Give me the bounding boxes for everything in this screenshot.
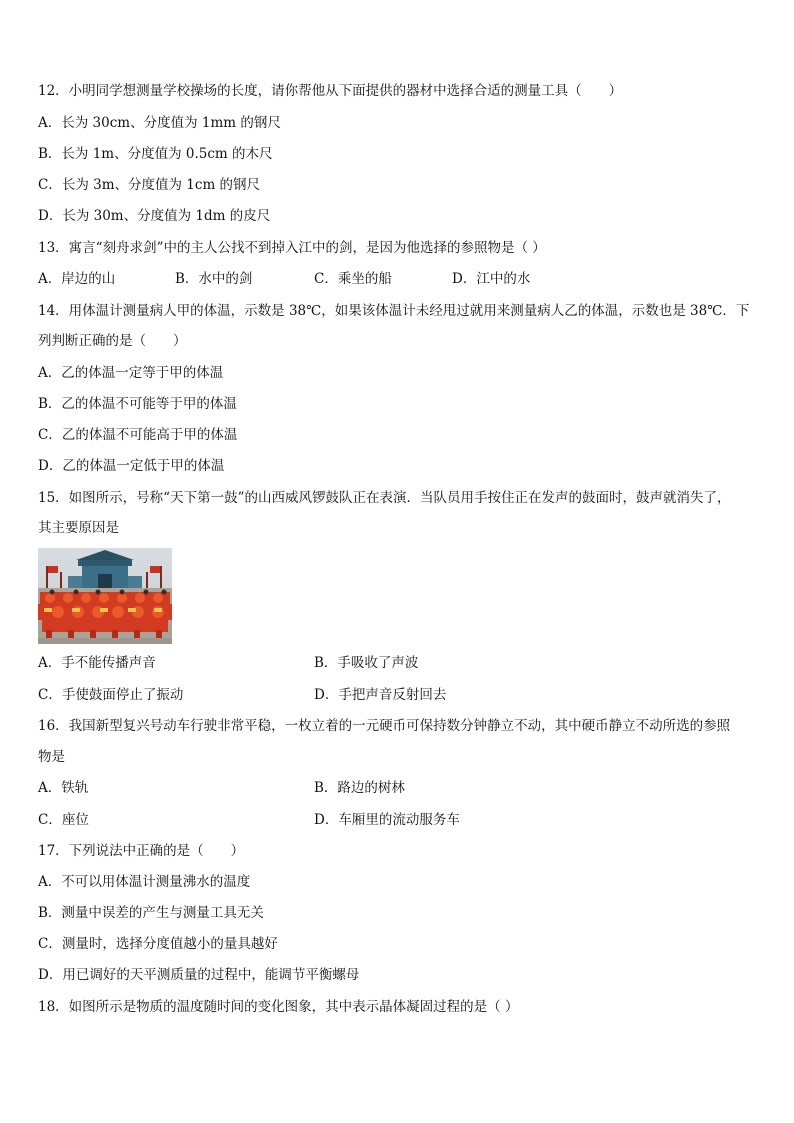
q15-stem-line1: 15．如图所示，号称“天下第一鼓”的山西威风锣鼓队正在表演．当队员用手按住正在发声的鼓面时，鼓声就消失了， <box>38 490 731 506</box>
q12-option-b: B．长为 1m、分度值为 0.5cm 的木尺 <box>38 146 273 162</box>
q13-option-c: C．乘坐的船 <box>314 271 392 287</box>
q17-option-d: D．用已调好的天平测质量的过程中，能调节平衡螺母 <box>38 967 360 983</box>
q16-stem-line2: 物是 <box>38 749 65 765</box>
q14-option-b: B．乙的体温不可能等于甲的体温 <box>38 396 237 412</box>
drum-team-photo <box>38 548 172 644</box>
q13-stem: 13．寓言“刻舟求剑”中的主人公找不到掉入江中的剑，是因为他选择的参照物是（ ） <box>38 240 546 256</box>
q12-option-a: A．长为 30cm、分度值为 1mm 的钢尺 <box>38 115 281 131</box>
q13-option-b: B．水中的剑 <box>175 271 253 287</box>
q12-option-c: C．长为 3m、分度值为 1cm 的钢尺 <box>38 177 261 193</box>
q14-stem-line2: 列判断正确的是（ ） <box>38 333 187 349</box>
q16-option-d: D．车厢里的流动服务车 <box>314 812 460 828</box>
q16-stem-line1: 16．我国新型复兴号动车行驶非常平稳，一枚立着的一元硬币可保持数分钟静立不动，其中硬币静立不动所选的参照 <box>38 718 731 734</box>
q14-option-d: D．乙的体温一定低于甲的体温 <box>38 458 225 474</box>
q13-option-a: A．岸边的山 <box>38 271 116 287</box>
q12-option-d: D．长为 30m、分度值为 1dm 的皮尺 <box>38 208 271 224</box>
q17-stem: 17．下列说法中正确的是（ ） <box>38 843 245 859</box>
q16-option-a: A．铁轨 <box>38 780 89 796</box>
q17-option-a: A．不可以用体温计测量沸水的温度 <box>38 874 251 890</box>
q16-option-c: C．座位 <box>38 812 89 828</box>
q15-option-b: B．手吸收了声波 <box>314 655 419 671</box>
drum-performance-illustration <box>38 548 172 644</box>
q12-stem: 12．小明同学想测量学校操场的长度，请你帮他从下面提供的器材中选择合适的测量工具（ ） <box>38 83 623 99</box>
q14-option-a: A．乙的体温一定等于甲的体温 <box>38 365 224 381</box>
q14-option-c: C．乙的体温不可能高于甲的体温 <box>38 427 238 443</box>
q16-option-b: B．路边的树林 <box>314 780 405 796</box>
q15-option-c: C．手使鼓面停止了振动 <box>38 687 184 703</box>
q14-stem-line1: 14．用体温计测量病人甲的体温，示数是 38℃，如果该体温计未经甩过就用来测量病人乙的体温，示数也是 38℃．下 <box>38 303 750 319</box>
q15-option-d: D．手把声音反射回去 <box>314 687 447 703</box>
q15-stem-line2: 其主要原因是 <box>38 520 119 536</box>
q18-stem: 18．如图所示是物质的温度随时间的变化图象，其中表示晶体凝固过程的是（ ） <box>38 999 519 1015</box>
q17-option-c: C．测量时，选择分度值越小的量具越好 <box>38 936 278 952</box>
q13-option-d: D．江中的水 <box>452 271 531 287</box>
q15-option-a: A．手不能传播声音 <box>38 655 156 671</box>
q17-option-b: B．测量中误差的产生与测量工具无关 <box>38 905 264 921</box>
